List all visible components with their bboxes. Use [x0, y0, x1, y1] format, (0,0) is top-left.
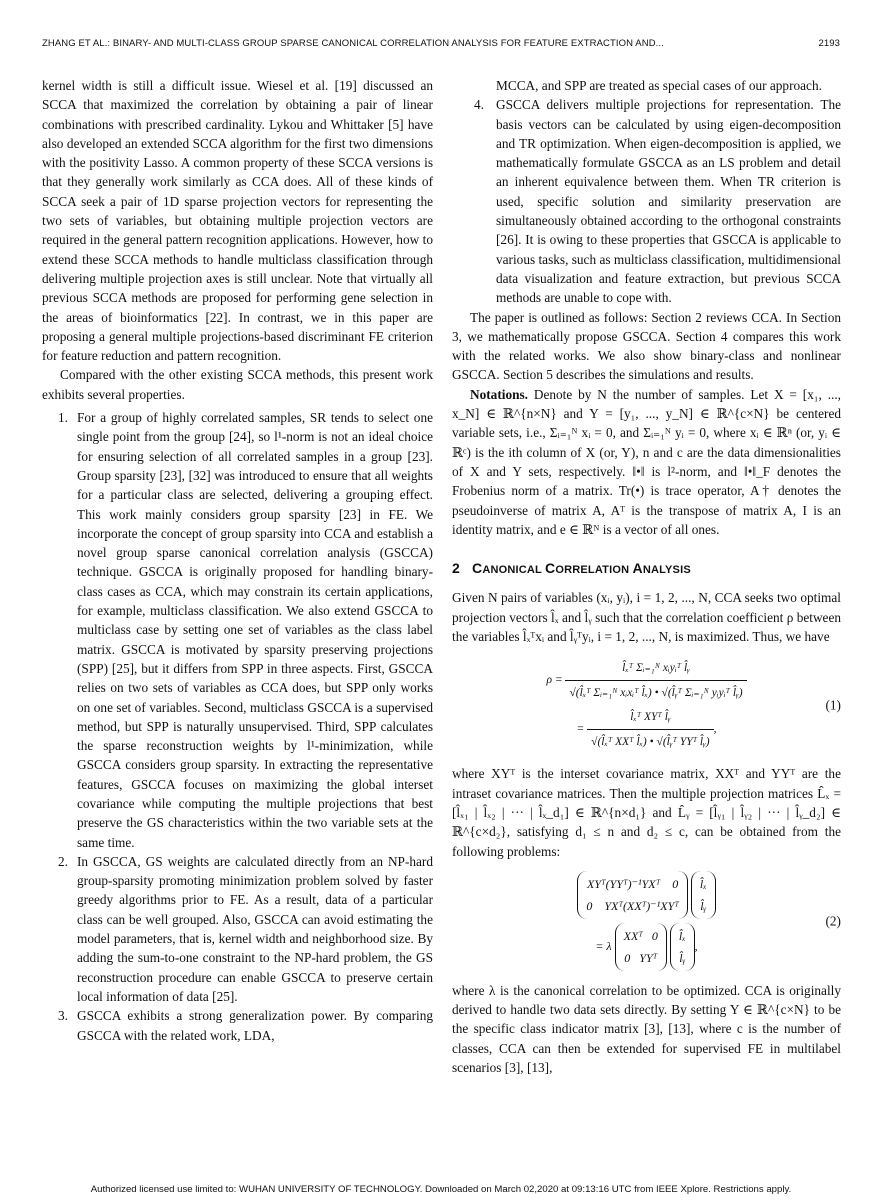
eq2-vector [670, 923, 695, 971]
eq1-numerator: l̂ₓᵀ XYᵀ l̂ᵧ [587, 705, 713, 730]
running-title: ZHANG ET AL.: BINARY- AND MULTI-CLASS GROUP SPARSE CANONICAL CORRELATION ANALYSIS FOR FEATURE EXTRACTION AND... [42, 38, 664, 49]
list-item-text: For a group of highly correlated samples, SR tends to select one single point from the group [24], so l¹-norm is not an ideal choice for ensuring selection of all correlated samples in a group [23]. Group sparsity [23], [32] was introduced to ensure that all weights for a particular class are selected, delivering a grouping effect. This work mainly considers group sparsity [23] in FE. We incorporate the concept of group sparsity into CCA and establish a novel group sparse canonical correlation analysis (GSCCA) technique. GSCCA is originally proposed for handling binary-class cases as CCA, which may constrain its certain applications, for example, multiclass classification. We also extend GSCCA to multiclass case by setting one set of variables as the class label matrix. GSCCA is motivated by sparsity preserving projections (SPP) [25], but it differs from SPP in three aspects. First, GSCCA relies on two sets of variables as CCA does, but SPP only works on one set of variables. Second, multiclass GSCCA is a supervised method, but SPP is naturally unsupervised. Third, SPP calculates the sparse reconstruction weights by l¹-minimization, while GSCCA considers group sparsity. In extracting the representative features, GSCCA focuses on maximizing the global interset covariance while computing the multiple projections that best preserve the GS characteristics within the two variable sets at the same time. [77, 410, 433, 850]
matrix-entry: XYᵀ(YYᵀ)⁻¹YXᵀ [587, 876, 661, 891]
vector-entry: l̂ₓ [678, 928, 686, 943]
matrix-entry: YYᵀ [639, 950, 658, 965]
properties-list-continued [452, 76, 841, 308]
paragraph: where XYᵀ is the interset covariance matrix, XXᵀ and YYᵀ are the intraset covariance matrices. Then the multiple projection matrices L̂ₓ = [l̂ₓ₁ | l̂ₓ₂ | ··· | l̂ₓ_d₁] ∈ ℝ^{n×d₁} and L̂ᵧ = [l̂ᵧ₁ | l̂ᵧ₂ | ··· | l̂ᵧ_d₂] ∈ ℝ^{c×d₂}, satisfying d₁ ≤ n and d₂ ≤ c, can be obtained from the following problems: [452, 766, 841, 859]
license-footer: Authorized licensed use limited to: WUHAN UNIVERSITY OF TECHNOLOGY. Downloaded on March 02,2020 at 09:13:16 UTC from IEEE Xplore. Restrictions apply. [90, 1184, 792, 1195]
eq1-equals: = [576, 723, 585, 736]
page-number: 2193 [818, 38, 840, 49]
eq1-denominator: √(l̂ₓᵀ Σᵢ₌₁ᴺ xᵢxᵢᵀ l̂ₓ) • √(l̂ᵧᵀ Σᵢ₌₁ᴺ yᵢyᵢᵀ l̂ᵧ) [569, 687, 743, 700]
notations-paragraph [452, 385, 841, 539]
list-item [452, 76, 841, 95]
list-number: 4. [474, 97, 484, 113]
eq2-matrix-a [577, 871, 688, 919]
matrix-entry: XXᵀ [623, 928, 643, 943]
eq2-comma: , [694, 938, 698, 953]
right-column [452, 76, 841, 1077]
list-number: 3. [58, 1008, 68, 1024]
equation-1 [452, 656, 841, 754]
equation-number: (2) [825, 913, 841, 929]
list-item-text: MCCA, and SPP are treated as special cases of our approach. [496, 78, 822, 93]
paragraph: where λ is the canonical correlation to be optimized. CCA is originally derived to handle two data sets directly. By setting Y ∈ ℝ^{c×N} to be the specific class indicator matrix [3], [13], where c is the number of classes, CCA can then be extended for supervised FE in multilabel scenarios [3], [13], [452, 982, 841, 1075]
properties-list [42, 408, 433, 1045]
list-item-text: GSCCA exhibits a strong generalization power. By comparing GSCCA with the related work, LDA, [77, 1008, 433, 1043]
notations-label: Notations. [470, 386, 528, 402]
eq1-comma: , [713, 723, 717, 736]
section-title-part: ANONICAL [482, 564, 546, 577]
vector-entry: l̂ᵧ [679, 950, 686, 965]
eq1-numerator: l̂ₓᵀ Σᵢ₌₁ᴺ xᵢyᵢᵀ l̂ᵧ [565, 656, 746, 681]
list-number: 1. [58, 410, 68, 426]
paragraph: The paper is outlined as follows: Section 2 reviews CCA. In Section 3, we mathematically propose GSCCA. Section 4 compares this work with the related works. We also show binary-class and nonlinear GSCCA. Section 5 describes the simulations and results. [452, 309, 841, 383]
list-item [452, 95, 841, 307]
section-title-part: C [472, 560, 483, 577]
section-title-part: NALYSIS [642, 564, 691, 577]
eq1-lhs: ρ = [546, 674, 563, 687]
eq2-lambda: = λ [595, 938, 612, 953]
eq1-fraction-1 [565, 656, 746, 705]
list-item [42, 408, 433, 852]
list-number: 2. [58, 853, 68, 869]
eq1-denominator: √(l̂ₓᵀ XXᵀ l̂ₓ) • √(l̂ᵧᵀ YYᵀ l̂ᵧ) [591, 736, 710, 749]
list-item [42, 1006, 433, 1045]
vector-entry: l̂ₓ [699, 876, 707, 891]
section-title-part: C [545, 560, 556, 577]
equation-number: (1) [825, 697, 841, 713]
eq1-fraction-2 [587, 705, 713, 754]
paragraph: Given N pairs of variables (xᵢ, yᵢ), i = 1, 2, ..., N, CCA seeks two optimal projection vectors l̂ₓ and l̂ᵧ such that the correlation coefficient ρ between the variables l̂ₓᵀxᵢ and l̂ᵧᵀyᵢ, i = 1, 2, ..., N, is maximized. Thus, we have [452, 590, 841, 645]
matrix-entry: 0 [586, 898, 593, 913]
paragraph: kernel width is still a difficult issue. Wiesel et al. [19] discussed an SCCA that maximized the correlation by obtaining a pair of linear combinations with prescribed cardinality. Lykou and Whittaker [5] have also developed an extended SCCA algorithm for the first two dimensions with the positivity Lasso. A common property of these SCCA versions is that they generally work similarly as CCA does. All of these kinds of SCCA seek a pair of 1D sparse projection vectors for representing the two sets of variables, but obtaining multiple projection vectors are required in the general pattern recognition applications. However, how to extend these SCCA methods to handle multiclass classification through delivering multiple projection axes is still unclear. Note that virtually all previous SCCA methods are proposed for performing gene selection in the areas of bioinformatics [22]. In contrast, we in this paper are proposing a general multiple projections-based discriminant FE criterion for feature reduction and pattern recognition. [42, 78, 433, 364]
list-item [42, 852, 433, 1006]
vector-entry: l̂ᵧ [700, 898, 707, 913]
section-title-part: A [632, 560, 643, 577]
matrix-entry: YXᵀ(XXᵀ)⁻¹XYᵀ [604, 898, 679, 913]
section-title-part: ORRELATION [555, 564, 633, 577]
matrix-entry: 0 [651, 928, 658, 943]
left-column [42, 76, 433, 1045]
section-heading [452, 559, 841, 580]
section-number: 2 [452, 560, 460, 577]
matrix-entry: 0 [672, 876, 679, 891]
matrix-entry: 0 [624, 950, 631, 965]
list-item-text: In GSCCA, GS weights are calculated directly from an NP-hard group-sparsity promoting minimization problem solved by faster greedy algorithms prior to FE. As a result, data of a particular class can be well grouped. Also, GSCCA can avoid estimating the model parameters, that is, kernel width and neighborhood size. By adding the sum-to-one constraint to the NP-hard problem, the GS reconstruction procedure can enable GSCCA to preserve certain local information of data [25]. [77, 853, 433, 1004]
equation-2 [452, 871, 841, 971]
running-header [42, 38, 840, 49]
eq2-matrix-b [615, 923, 667, 971]
list-item-text: GSCCA delivers multiple projections for representation. The basis vectors can be calculated by using eigen-decomposition and TR optimization. When eigen-decomposition is applied, we mathematically formulate GSCCA as an LS problem and detail an inherent equivalence between them. When TR criterion is used, specific solution and similarity preservation are simultaneously obtained according to the orthogonal constraints [26]. It is owing to these properties that GSCCA is applicable to various tasks, such as multiclass classification, multidimensional data visualization and feature extraction, but previous SCCA methods are unable to cope with. [496, 97, 841, 306]
eq2-vector [691, 871, 716, 919]
notations-text: Denote by N the number of samples. Let X = [x₁, ..., x_N] ∈ ℝ^{n×N} and Y = [y₁, ..., y_N] ∈ ℝ^{c×N} be centered variable sets, i.e., Σᵢ₌₁ᴺ xᵢ = 0, and Σᵢ₌₁ᴺ yᵢ = 0, where xᵢ ∈ ℝⁿ (or, yᵢ ∈ ℝᶜ) is the ith column of X (or, Y), n and c are the data dimensionalities of X and Y sets, respectively. ‖•‖ is l²-norm, and ‖•‖_F denotes the Frobenius norm of a matrix. Tr(•) is trace operator, A† denotes the pseudoinverse of matrix A, Aᵀ is the transpose of matrix A, I is an identity matrix, and e ∈ ℝᴺ is a vector of all ones. [452, 386, 841, 537]
paragraph: Compared with the other existing SCCA methods, this present work exhibits several properties. [42, 367, 433, 402]
